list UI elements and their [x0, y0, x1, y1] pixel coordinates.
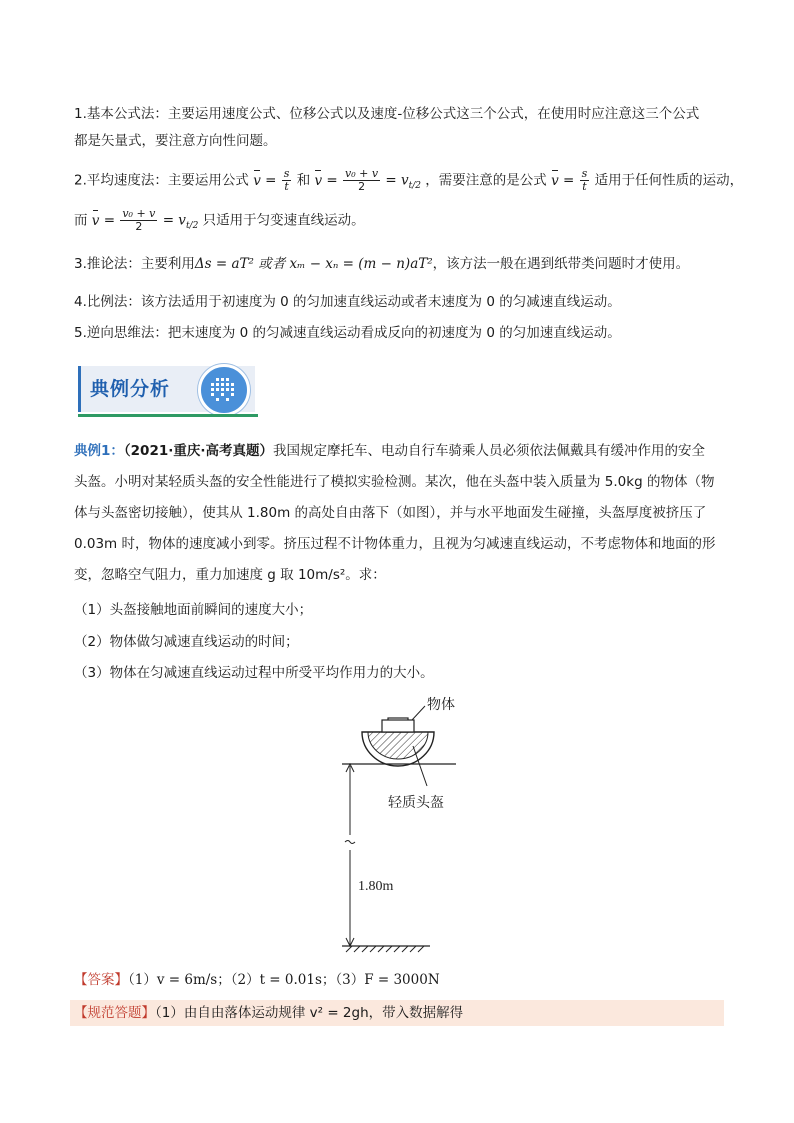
fraction-s-over-t	[580, 168, 590, 193]
example-line-3: 体与头盔密切接触），使其从 1.80m 的高处自由落下（如图），并与水平地面发生碰撞，头盔厚度被挤压了	[74, 505, 707, 521]
fraction-denominator: t	[582, 180, 587, 193]
fraction-numerator: v₀ + v	[122, 207, 156, 220]
v-bar-symbol: v	[253, 172, 261, 189]
method-2-text-a: 2.平均速度法：主要运用公式	[74, 172, 249, 189]
subscript-t-half: t/2	[185, 221, 199, 232]
example-label: 典例1：	[74, 443, 124, 459]
method-2-text-d: 适用于任何性质的运动，	[594, 172, 744, 189]
example-text-1: 我国规定摩托车、电动自行车骑乘人员必须依法佩戴具有缓冲作用的安全	[273, 443, 705, 459]
method-3-text-a: 3.推论法：主要利用	[74, 256, 195, 272]
dot-grid-icon	[198, 364, 250, 416]
method-3-equation: Δs = aT² 或者 xₘ − xₙ = (m − n)aT²	[194, 256, 433, 272]
helmet-drop-diagram	[330, 690, 470, 960]
fraction-s-over-t	[282, 168, 292, 193]
method-2-line-2	[74, 208, 734, 236]
method-2-line-1	[74, 167, 744, 196]
method-3-line	[74, 254, 734, 274]
solution-line	[74, 1003, 734, 1023]
question-2: （2）物体做匀减速直线运动的时间；	[74, 634, 299, 650]
solution-tag: 【规范答题】	[74, 1005, 155, 1021]
equals-sign: =	[326, 172, 338, 189]
height-label: 1.80m	[358, 879, 394, 894]
section-title: 典例分析	[90, 378, 171, 400]
question-1: （1）头盔接触地面前瞬间的速度大小；	[74, 602, 313, 618]
example-line-2: 头盔。小明对某轻质头盔的安全性能进行了模拟实验检测。某次，他在头盔中装入质量为 5.0kg 的物体（物	[74, 474, 715, 490]
v-bar-symbol: v	[91, 212, 100, 229]
v-bar-symbol: v	[314, 172, 323, 189]
solution-text: （1）由自由落体运动规律 v² = 2gh，带入数据解得	[155, 1005, 464, 1021]
example-line-4: 0.03m 时，物体的速度减小到零。挤压过程不计物体重力，且视为匀减速直线运动，不考虑物体和地面的形	[74, 536, 716, 552]
answer-tag: 【答案】	[74, 972, 128, 988]
helmet-label: 轻质头盔	[388, 795, 444, 811]
v-half-time: = v	[385, 172, 409, 189]
fraction-numerator: s	[283, 167, 290, 180]
method-2-text-e: 而	[74, 212, 88, 229]
method-4-line: 4.比例法：该方法适用于初速度为 0 的匀加速直线运动或者末速度为 0 的匀减速直线运动。	[74, 294, 621, 310]
fraction-numerator: s	[581, 167, 588, 180]
fraction-numerator: v₀ + v	[345, 167, 379, 180]
object-label: 物体	[427, 697, 455, 713]
answer-line	[74, 970, 734, 990]
break-mark-icon	[345, 841, 355, 844]
fraction-denominator: t	[284, 180, 289, 193]
v-half-time: = v	[162, 212, 186, 229]
method-2-text-c: ，需要注意的是公式	[425, 172, 547, 189]
method-5-line: 5.逆向思维法：把末速度为 0 的匀减速直线运动看成反向的初速度为 0 的匀加速直线运动。	[74, 325, 621, 341]
object-block	[382, 718, 414, 732]
method-2-text-f: 只适用于匀变速直线运动。	[202, 212, 365, 229]
answer-text: （1）v = 6m/s；（2）t = 0.01s；（3）F = 3000N	[128, 972, 440, 988]
question-3: （3）物体在匀减速直线运动过程中所受平均作用力的大小。	[74, 665, 434, 681]
fraction-v0v-over-2	[120, 208, 157, 233]
object-leader	[412, 706, 425, 720]
fraction-denominator: 2	[135, 220, 143, 233]
method-1-line-2: 都是矢量式，要注意方向性问题。	[74, 133, 277, 149]
example-source: （2021·重庆·高考真题）	[123, 443, 273, 459]
section-banner	[72, 360, 258, 418]
equals-sign: =	[103, 212, 116, 229]
banner-underline	[78, 414, 258, 417]
v-bar-symbol: v	[551, 172, 559, 189]
helmet-shape	[362, 732, 434, 766]
example-line-5: 变，忽略空气阻力，重力加速度 g 取 10m/s²。求：	[74, 567, 386, 583]
subscript-t-half: t/2	[408, 181, 421, 192]
equals-sign: =	[265, 172, 277, 189]
method-3-text-b: ，该方法一般在遇到纸带类问题时才使用。	[432, 256, 690, 272]
example-line-1	[74, 441, 734, 461]
ground-hatch	[346, 946, 424, 952]
method-2-text-b: 和	[296, 172, 311, 189]
fraction-v0v-over-2	[343, 168, 380, 193]
helmet-leader	[413, 746, 427, 786]
fraction-denominator: 2	[358, 180, 366, 193]
method-1-line-1: 1.基本公式法：主要运用速度公式、位移公式以及速度-位移公式这三个公式，在使用时应注意这三个公式	[74, 106, 700, 122]
equals-sign: =	[563, 172, 575, 189]
